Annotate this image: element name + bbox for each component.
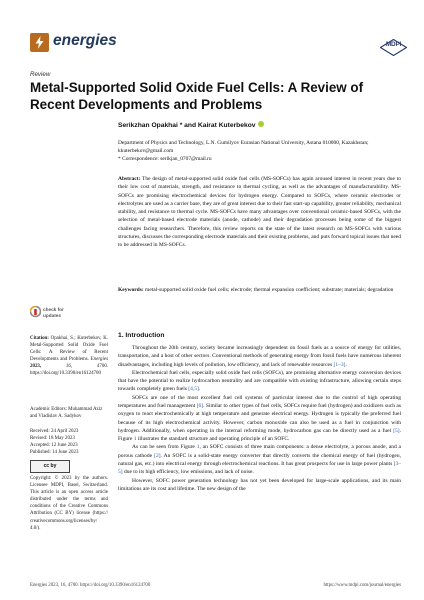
citation-doi[interactable]: 4700. https://doi.org/10.3390/en16124700 xyxy=(30,364,109,377)
citation-year: 2023, xyxy=(30,364,42,370)
citation-journal: Energies xyxy=(90,357,109,363)
copyright-notice: Copyright: © 2023 by the authors. Licensee MDPI, Basel, Switzerland. This article is an open access article distributed under the terms and conditions of the Creative Commons Attribution (CC BY) license (https:// creativecommons.org/licenses/by/ 4.0/). xyxy=(30,476,108,531)
keywords-label: Keywords: xyxy=(118,287,144,293)
abstract xyxy=(118,175,401,250)
citation-volume: 16, xyxy=(65,364,73,370)
abstract-label: Abstract: xyxy=(118,176,141,182)
figure-link[interactable]: 1 xyxy=(133,436,137,443)
cfu-line-2: updates xyxy=(43,312,61,318)
orcid-icon[interactable] xyxy=(258,121,264,127)
cfu-line-1: check for xyxy=(43,307,64,312)
publication-dates xyxy=(30,428,108,456)
citation-link[interactable]: [3–5] xyxy=(118,460,401,476)
paragraph: Throughout the 20th century, society became increasingly dependent on fossil fuels as a source of energy for utilities, transportation, and a host of other sectors. Conventional methods of generating energy from fossil fuels have numerous inherent disadvantages, including high levels of pollution, low efficiency, and lack of renewable resources [1–3]. xyxy=(118,345,401,368)
date-accepted: Accepted: 12 June 2023 xyxy=(30,443,78,449)
date-revised: Revised: 18 May 2023 xyxy=(30,436,75,442)
keywords-text: metal-supported solid oxide fuel cells; electrode; thermal expansion coefficient; substrate; materials; degradation xyxy=(145,287,394,293)
citation-label: Citation: xyxy=(30,336,49,341)
date-published: Published: 14 June 2023 xyxy=(30,450,79,456)
keywords xyxy=(118,286,401,294)
date-received: Received: 24 April 2023 xyxy=(30,429,79,434)
page-footer xyxy=(30,583,401,588)
citation-link[interactable]: [1–3] xyxy=(333,361,346,368)
publisher-label: MDPI xyxy=(385,41,402,48)
citation-block xyxy=(30,335,108,378)
paragraph: Electrochemical fuel cells, especially solid oxide fuel cells (SOFCs), are promising alternative energy conversion devices that have the potential to realize hydrocarbon neutrality and are compatible with existing infrastructure, allowing certain steps towards completely green fuels [4,5]. xyxy=(118,369,401,393)
author-list xyxy=(118,121,265,129)
paragraph: However, SOFC power generation technology has not yet been developed for large-scale applications, and its main limitations are its cost and lifetime. The new design of the xyxy=(118,477,401,492)
journal-name[interactable]: energies xyxy=(53,32,117,49)
check-for-updates-icon[interactable] xyxy=(30,306,41,319)
citation-link[interactable]: [6] xyxy=(196,402,204,409)
body-text xyxy=(118,344,401,493)
abstract-text: The design of metal-supported solid oxide fuel cells (MS-SOFCs) has again aroused interest in recent years due to their low cost of materials, strength, and resistance to thermal cycling, as well as the advantages of manufacturability. MS-SOFCs are promising electrochemical devices for hydrogen energy. Compared to SOFCs, where ceramic electrodes or electrolytes are used as a carrier base, they are of great interest due to their fast start-up capability, greater reliability, mechanical stability, and resistance to thermal cycle. MS-SOFCs have many advantages over conventional ceramic-based SOFCs, with the selection of metal-based electrode materials (anode, cathode) and their degradation processes being some of the biggest challenges facing researchers. Therefore, this review reports on the state of the latest research on MS-SOFCs with various structures, discusses the corresponding electrode materials and their existing problems, and puts forward topical issues that need to be addressed in MS-SOFCs. xyxy=(118,176,401,249)
affiliation: Department of Physics and Technology, L.N. Gumilyov Eurasian National University, Astana 010000, Kazakhstan; kkuterbekov@gmail.com xyxy=(118,140,369,155)
footer-journal-url[interactable]: https://www.mdpi.com/journal/energies xyxy=(323,583,401,588)
section-heading: 1. Introduction xyxy=(118,332,165,339)
footer-citation[interactable]: Energies 2023, 16, 4700. https://doi.org/10.3390/en16124700 xyxy=(30,583,151,588)
academic-editors: Academic Editors: Muhammad Aziz and Vladislav A. Sadykov xyxy=(30,407,103,420)
cc-by-license-icon[interactable]: cc by xyxy=(30,460,70,473)
citation-link[interactable]: [4,5] xyxy=(188,386,199,393)
citation-link[interactable]: [2] xyxy=(154,452,161,459)
paragraph: SOFCs are one of the most excellent fuel cell systems of particular interest due to the control of high operating temperatures and fuel management [6]. Similar to other types of fuel cells, SOFCs require fuel (hydrogen) and oxidizers such as oxygen to react electrochemically at high temperature and generate electrical energy. Hydrogen is typically the preferred fuel because of its high electrochemical activity. However, carbon monoxide can also be used as a fuel in conjunction with hydrogen. Additionally, when operating in the internal reforming mode, hydrocarbon gas can be directly used as a fuel [5]. Figure 1 illustrates the standard structure and operating principle of an SOFC. xyxy=(118,394,401,443)
check-for-updates-button[interactable] xyxy=(43,307,64,318)
figure-link[interactable]: 1 xyxy=(196,444,200,451)
author-names[interactable]: Serikzhan Opakhai * and Kairat Kuterbekov xyxy=(118,122,256,129)
citation-link[interactable]: [5] xyxy=(393,427,400,434)
correspondence: * Correspondence: serikjan_0707@mail.ru xyxy=(118,156,212,162)
article-title: Metal-Supported Solid Oxide Fuel Cells: A Review of Recent Developments and Problems xyxy=(30,80,364,112)
citation-text: Opakhai, S.; Kuterbekov, K. Metal-Supported Solid Oxide Fuel Cells: A Review of Recent Developments and Problems. xyxy=(30,336,108,363)
journal-logo-icon xyxy=(30,33,49,52)
article-type: Review xyxy=(30,71,51,78)
paragraph: As can be seen from Figure 1, an SOFC consists of three main components: a dense electrolyte, a porous anode, and a porous cathode [2]. An SOFC is a solid-state energy converter that directly converts the chemical energy of fuel (hydrogen, natural gas, etc.) into electrical energy through electrochemical reactions. It has great prospects for use in large power plants [3–5] due to its high efficiency, low emissions, and lack of noise. xyxy=(118,444,401,476)
